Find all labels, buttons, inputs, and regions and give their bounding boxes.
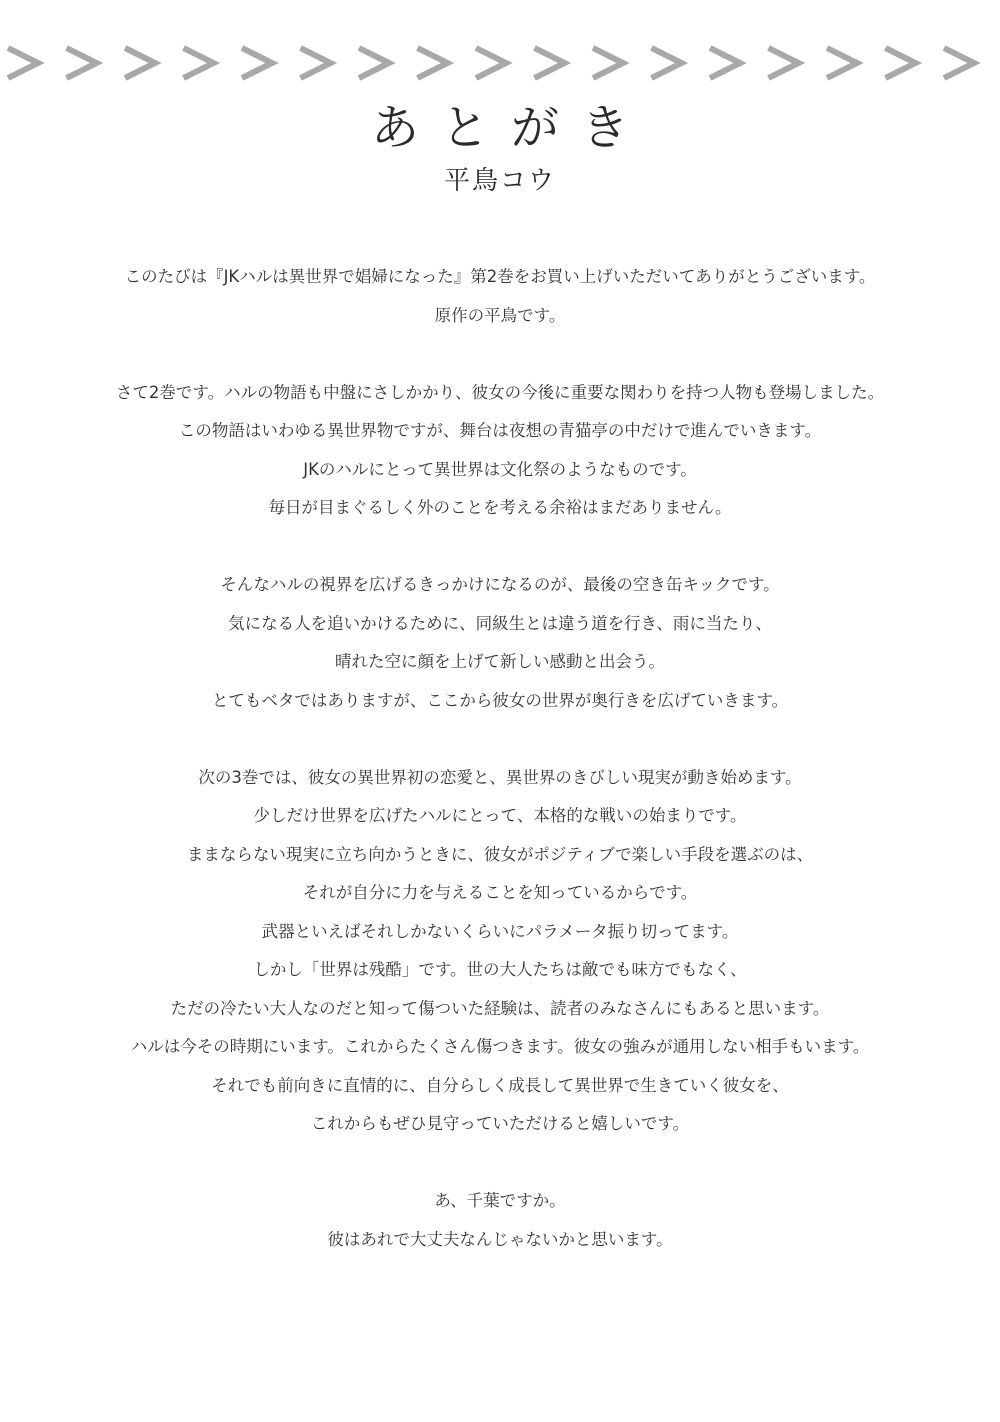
text-line: これからもぜひ見守っていただけると嬉しいです。 <box>310 1114 690 1133</box>
text-line: ハルは今その時期にいます。これからたくさん傷つきます。彼女の強みが通用しない相手もいます。 <box>130 1037 870 1056</box>
text-line: それでも前向きに直情的に、自分らしく成長して異世界で生きていく彼女を、 <box>211 1075 789 1095</box>
text-line: とてもベタではありますが、ここから彼女の世界が奥行きを広げていきます。 <box>211 690 789 710</box>
text-line: このたびは『JKハルは異世界で娼婦になった』第2巻をお買い上げいただいてありがとうございます。 <box>124 267 876 286</box>
afterword-body <box>0 258 1000 1298</box>
text-line: 武器といえばそれしかないくらいにパラメータ振り切ってます。 <box>261 921 739 941</box>
chevron-mark <box>827 48 857 78</box>
author-name: 平鳥コウ <box>443 166 556 196</box>
text-line: 次の3巻では、彼女の異世界初の恋愛と、異世界のきびしい現実が動き始めます。 <box>198 767 802 787</box>
chevron-mark <box>418 48 448 78</box>
paragraph-2 <box>0 374 1000 528</box>
chevron-mark <box>184 48 214 78</box>
paragraph-3 <box>0 566 1000 720</box>
chevron-mark <box>535 48 565 78</box>
text-line: 晴れた空に顔を上げて新しい感動と出会う。 <box>335 652 665 671</box>
paragraph-4 <box>0 759 1000 1144</box>
text-line: しかし「世界は残酷」です。世の大人たちは敵でも味方でもなく、 <box>253 960 747 979</box>
chevron-border <box>0 42 1000 84</box>
text-line: この物語はいわゆる異世界物ですが、舞台は夜想の青猫亭の中だけで進んでいきます。 <box>178 421 822 440</box>
text-line: 少しだけ世界を広げたハルにとって、本格的な戦いの始まりです。 <box>253 806 747 825</box>
chevron-mark <box>8 48 38 78</box>
chevron-mark <box>593 48 623 78</box>
chevron-mark <box>125 48 155 78</box>
text-line: JKのハルにとって異世界は文化祭のようなものです。 <box>303 459 697 479</box>
chevron-mark <box>769 48 799 78</box>
chevron-mark <box>301 48 331 78</box>
chevron-mark <box>67 48 97 78</box>
chevron-mark <box>476 48 506 78</box>
text-line: 気になる人を追いかけるために、同級生とは違う道を行き、雨に当たり、 <box>228 613 772 633</box>
text-line: あ、千葉ですか。 <box>434 1191 566 1210</box>
paragraph-5 <box>0 1182 1000 1259</box>
text-line: 彼はあれで大丈夫なんじゃないかと思います。 <box>327 1229 673 1249</box>
page-title: あとがき <box>370 100 651 156</box>
chevron-mark <box>242 48 272 78</box>
text-line: ただの冷たい大人なのだと知って傷ついた経験は、読者のみなさんにもあると思います。 <box>170 998 830 1018</box>
chevron-decoration <box>0 42 1000 84</box>
text-line: それが自分に力を与えることを知っているからです。 <box>302 883 698 902</box>
text-line: そんなハルの視界を広げるきっかけになるのが、最後の空き缶キックです。 <box>220 575 780 594</box>
text-line: ままならない現実に立ち向かうときに、彼女がポジティブで楽しい手段を選ぶのは、 <box>186 844 814 864</box>
chevron-mark <box>944 48 974 78</box>
chevron-mark <box>359 48 389 78</box>
chevron-mark <box>886 48 916 78</box>
text-line: 毎日が目まぐるしく外のことを考える余裕はまだありません。 <box>268 498 732 517</box>
text-line: 原作の平鳥です。 <box>434 305 566 325</box>
paragraph-1 <box>0 258 1000 335</box>
chevron-mark <box>710 48 740 78</box>
text-line: さて2巻です。ハルの物語も中盤にさしかかり、彼女の今後に重要な関わりを持つ人物も登場しました。 <box>115 382 885 402</box>
chevron-mark <box>652 48 682 78</box>
